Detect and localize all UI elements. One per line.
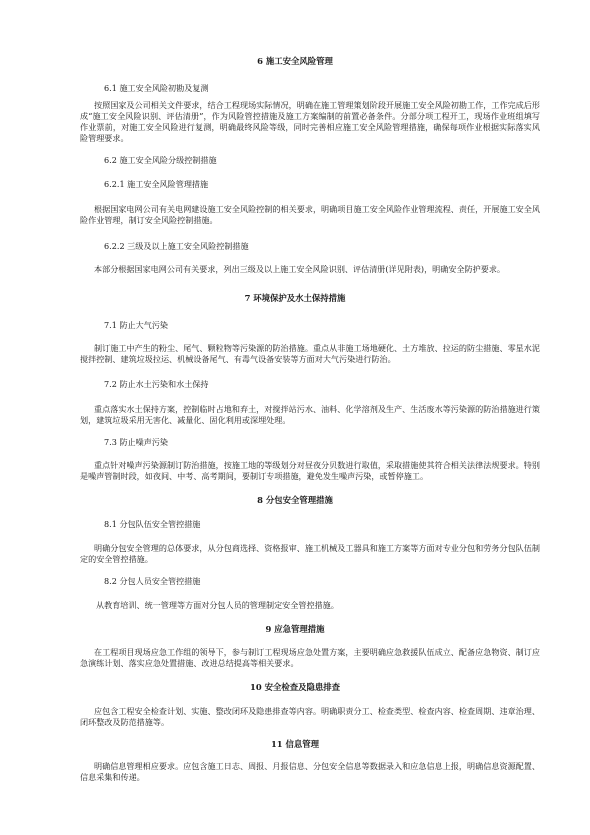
section-8-1-heading: 8.1 分包队伍安全管控措施: [104, 519, 201, 529]
section-8-heading: 8 分包安全管理措施: [257, 495, 333, 505]
section-10-paragraph: 应包含工程安全检查计划、实施、整改闭环及隐患排查等内容。明确职责分工、检查类型、检查内容、检查周期、违章治理、闭环整改及防范措施等。: [80, 706, 540, 727]
section-7-3-paragraph: 重点针对噪声污染源制订防治措施，按施工地的等级划分对昼夜分贝数进行取值，采取措施使其符合相关法律法规要求。特别是噪声管制时段，如夜间、中考、高考期间，要制订专项措施，避免发生噪声污染，或暂停施工。: [80, 460, 540, 481]
section-6-2-heading: 6.2 施工安全风险分级控制措施: [104, 155, 217, 165]
section-7-1-paragraph: 制订施工中产生的粉尘、尾气、颗粒物等污染源的防治措施。重点从非施工场地硬化、土方堆放、拉运的防尘措施、零星水泥搅拌控制、建筑垃圾拉运、机械设备尾气、有毒气设备安装等方面对大气污染进行防治。: [80, 343, 540, 364]
section-10-heading: 10 安全检查及隐患排查: [250, 682, 340, 692]
section-7-2-paragraph: 重点落实水土保持方案，控制临时占地和弃土，对搅拌站污水、油料、化学溶剂及生产、生活废水等污染源的防治措施进行策划，建筑垃圾采用无害化、减量化、固化利用或深埋处理。: [80, 404, 540, 425]
section-8-2-heading: 8.2 分包人员安全管控措施: [104, 576, 201, 586]
section-8-1-paragraph: 明确分包安全管理的总体要求，从分包商选择、资格报审、施工机械及工器具和施工方案等方面对专业分包和劳务分包队伍制定的安全管控措施。: [80, 543, 540, 564]
section-6-1-heading: 6.1 施工安全风险初勘及复测: [104, 83, 209, 93]
section-6-heading: 6 施工安全风险管理: [257, 56, 333, 66]
section-11-paragraph: 明确信息管理相应要求。应包含施工日志、周报、月报信息、分包安全信息等数据录入和应急信息上报，明确信息资源配置、信息采集和传递。: [80, 761, 540, 782]
section-7-3-heading: 7.3 防止噪声污染: [104, 437, 169, 447]
section-8-2-paragraph: 从教育培训、统一管理等方面对分包人员的管理制定安全管控措施。: [96, 600, 339, 610]
section-9-paragraph: 在工程项目现场应急工作组的领导下，参与制订工程现场应急处置方案，主要明确应急救援队伍成立、配备应急物资、制订应急演练计划、落实应急处置措施、改进总结提高等相关要求。: [80, 647, 540, 668]
section-7-2-heading: 7.2 防止水土污染和水土保持: [104, 379, 209, 389]
section-6-1-paragraph: 按照国家及公司相关文件要求，结合工程现场实际情况，明确在施工管理策划阶段开展施工安全风险初勘工作，工作完成后形成“施工安全风险识别、评估清册”，作为风险管控措施及施工方案编制的前置必备条件。分部分项工程开工，现场作业班组填写作业票前，对施工安全风险进行复测，明确最终风险等级，同时完善相应施工安全风险管理措施，确保每项作业根据实际落实风险管理要求。: [80, 100, 540, 143]
section-6-2-1-heading: 6.2.1 施工安全风险管理措施: [104, 179, 209, 189]
section-6-2-2-paragraph: 本部分根据国家电网公司有关要求，列出三级及以上施工安全风险识别、评估清册(详见附表)，明确安全防护要求。: [94, 264, 506, 274]
section-6-2-1-paragraph: 根据国家电网公司有关电网建设施工安全风险控制的相关要求，明确项目施工安全风险作业管理流程、责任，开展施工安全风险作业管理，制订安全风险控制措施。: [80, 204, 540, 225]
section-9-heading: 9 应急管理措施: [265, 624, 325, 634]
section-7-heading: 7 环境保护及水土保持措施: [244, 293, 346, 303]
section-11-heading: 11 信息管理: [270, 739, 320, 749]
section-7-1-heading: 7.1 防止大气污染: [104, 320, 169, 330]
section-6-2-2-heading: 6.2.2 三级及以上施工安全风险控制措施: [104, 241, 249, 251]
